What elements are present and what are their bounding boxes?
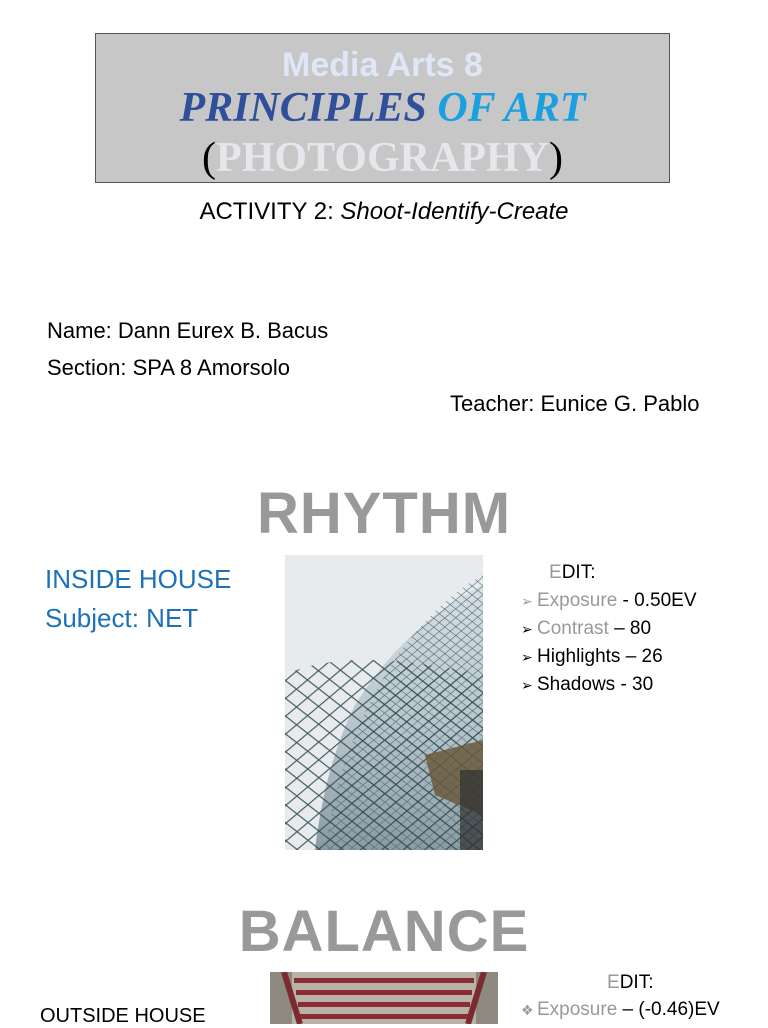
edit-name: Shadows [537, 674, 616, 695]
edit-name: Contrast [537, 618, 609, 639]
stairs-photo [270, 972, 498, 1024]
rhythm-edit-e: E [549, 562, 562, 583]
activity-prefix: ACTIVITY 2: [199, 198, 341, 225]
student-name: Name: Dann Eurex B. Bacus [47, 318, 329, 343]
arrow-bullet-icon: ➢ [521, 593, 533, 609]
edit-value: - 30 [615, 674, 654, 695]
rhythm-location: INSIDE HOUSE [45, 564, 232, 594]
edit-row-exposure [521, 587, 697, 615]
arrow-bullet-icon: ➢ [521, 621, 533, 637]
title-word-art: ART [503, 85, 586, 131]
edit-name: Exposure [537, 999, 618, 1020]
open-paren: ( [202, 135, 217, 181]
balance-edit-title [607, 972, 653, 994]
edit-value: – 26 [620, 646, 663, 667]
diamond-bullet-icon: ❖ [521, 1002, 534, 1018]
edit-row-highlights [521, 643, 697, 671]
photography-subtitle [96, 134, 669, 182]
edit-row-contrast [521, 615, 697, 643]
close-paren: ) [548, 135, 563, 181]
rhythm-edit-title [549, 562, 595, 584]
activity-heading [0, 198, 768, 226]
edit-value: - 0.50EV [617, 590, 697, 611]
course-title: Media Arts 8 [282, 46, 483, 84]
rhythm-subject: Subject: NET [45, 603, 199, 633]
edit-name: Exposure [537, 590, 618, 611]
title-box [95, 33, 670, 183]
edit-row-exposure [521, 996, 720, 1024]
balance-heading: BALANCE [238, 899, 530, 964]
student-section: Section: SPA 8 Amorsolo [47, 355, 290, 380]
edit-name: Highlights [537, 646, 621, 667]
net-photo-image [285, 555, 483, 850]
title-word-of: OF [437, 85, 504, 131]
activity-title: Shoot-Identify-Create [340, 198, 569, 225]
balance-edit-e: E [607, 972, 620, 993]
balance-location: OUTSIDE HOUSE [40, 1005, 206, 1027]
balance-edit-rest: DIT: [619, 972, 654, 993]
principles-title [96, 84, 669, 132]
edit-value: – 80 [608, 618, 652, 639]
edit-value: – (-0.46)EV [617, 999, 720, 1020]
teacher-name: Teacher: Eunice G. Pablo [450, 391, 700, 416]
net-photo [285, 555, 483, 850]
edit-row-shadows [521, 671, 697, 699]
photography-word: PHOTOGRAPHY [216, 135, 549, 181]
rhythm-edit-rest: DIT: [561, 562, 596, 583]
rhythm-heading: RHYTHM [256, 481, 512, 546]
arrow-bullet-icon: ➢ [521, 677, 533, 693]
balance-edit-list [521, 996, 720, 1024]
title-word-principles: PRINCIPLES [179, 85, 438, 131]
arrow-bullet-icon: ➢ [521, 649, 533, 665]
stairs-photo-image [270, 972, 498, 1024]
rhythm-edit-list [521, 587, 697, 699]
